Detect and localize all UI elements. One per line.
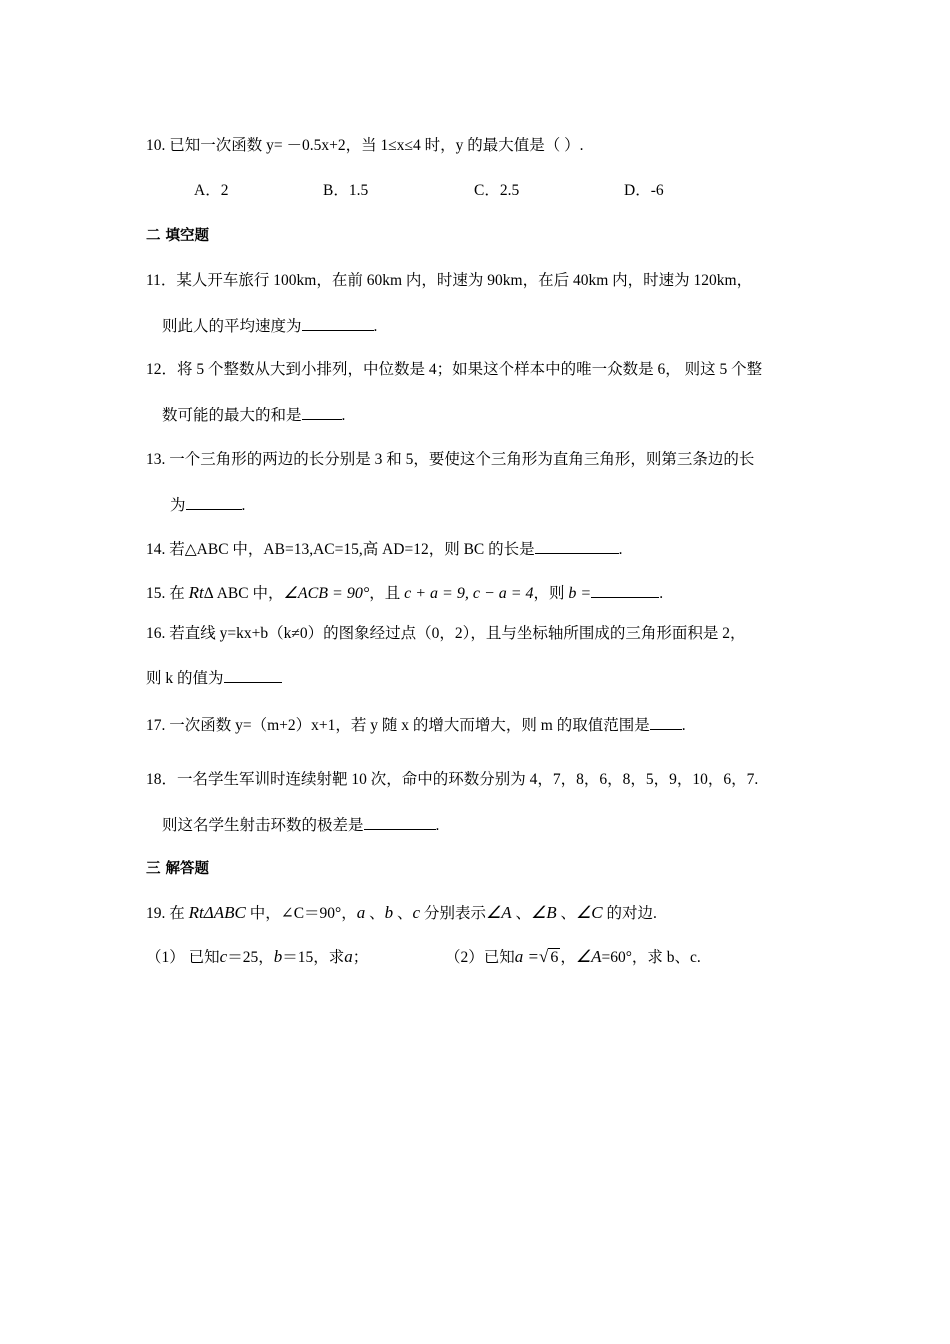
q10-option-c: C．2.5 (474, 182, 520, 199)
q19-sep1: 、 (365, 905, 385, 922)
q19-a: a (356, 903, 366, 922)
q19-p2-a: a = (514, 947, 539, 966)
q15-delta: Δ ABC 中， (203, 585, 284, 602)
q10-option-d: D．-6 (624, 182, 664, 199)
question-18-line1: 18．一名学生军训时连续射靶 10 次，命中的环数分别为 4，7，8，6，8，5，9，10，6，7. (146, 771, 759, 788)
q19-c: c (412, 903, 421, 922)
sqrt-radical-icon: √ (539, 947, 549, 966)
q19-p1-end: ； (352, 949, 369, 966)
q19-p2-angle: ∠A (575, 947, 602, 966)
q13-answer-blank[interactable] (186, 495, 242, 510)
q19-p1-a: a (344, 947, 353, 966)
q19-p2-sqrt (539, 947, 560, 968)
q15-pre: 15. 在 (146, 585, 189, 602)
question-14 (146, 539, 623, 560)
q19-sep3: 、 (511, 905, 531, 922)
q19-p1-b: b (273, 947, 283, 966)
q19-p1-mid: ＝25， (227, 949, 274, 966)
q14-answer-blank[interactable] (535, 539, 619, 554)
q13-end: . (241, 497, 246, 514)
q17-end: . (681, 717, 686, 734)
question-13-line1: 13. 一个三角形的两边的长分别是 3 和 5，要使这个三角形为直角三角形，则第三条边的长 (146, 451, 755, 468)
q19-angle-a: ∠A (485, 903, 512, 922)
q15-then: ，则 (533, 585, 569, 602)
q19-mid2: 分别表示 (420, 905, 486, 922)
q12-end: . (341, 407, 346, 424)
q11-end: . (373, 318, 378, 335)
section-solve-title: 三 解答题 (146, 861, 210, 877)
question-17 (146, 715, 686, 736)
question-11-line1: 11．某人开车旅行 100km，在前 60km 内，时速为 90km，在后 40km 内，时速为 120km， (146, 272, 753, 289)
question-16-line1: 16. 若直线 y=kx+b（k≠0）的图象经过点（0，2），且与坐标轴所围成的三角形面积是 2， (146, 625, 746, 642)
q10-option-a: A．2 (194, 182, 229, 199)
question-10: 10. 已知一次函数 y= －0.5x+2，当 1≤x≤4 时，y 的最大值是（ ）. (146, 137, 584, 154)
question-18-line2 (162, 815, 439, 836)
q14-end: . (618, 541, 623, 558)
q15-end: . (659, 585, 664, 602)
q19-angle-b: ∠B (530, 903, 557, 922)
q19-p2-pre: （2）已知 (445, 949, 515, 966)
q19-sep4: 、 (556, 905, 576, 922)
q15-mid: ，且 (369, 585, 405, 602)
q15-rt: Rt (188, 583, 204, 602)
q19-mid1: 中，∠C＝90°， (245, 905, 357, 922)
q19-angle-c: ∠C (576, 903, 603, 922)
q19-p1-mid2: ＝15，求 (282, 949, 345, 966)
q19-pre: 19. 在 (146, 905, 189, 922)
q19-sep2: 、 (393, 905, 413, 922)
q18-end: . (435, 817, 440, 834)
q19-p2-end: =60°，求 b、c. (601, 949, 701, 966)
q11-text: 则此人的平均速度为 (162, 318, 302, 335)
q19-p2-mid: ， (560, 949, 576, 966)
q14-text: 14. 若△ABC 中，AB=13,AC=15,高 AD=12，则 BC 的长是 (146, 541, 535, 558)
question-13-line2 (170, 495, 245, 516)
q19-end: 的对边. (602, 905, 657, 922)
q12-answer-blank[interactable] (302, 405, 342, 420)
q17-answer-blank[interactable] (650, 715, 682, 730)
section-fill-blank-title: 二 填空题 (146, 228, 210, 244)
q16-text: 则 k 的值为 (146, 670, 224, 687)
q15-equation: c + a = 9, c − a = 4 (404, 585, 534, 602)
question-19 (146, 903, 657, 924)
question-12-line1: 12．将 5 个整数从大到小排列，中位数是 4；如果这个样本中的唯一众数是 6， 则这 5 个整 (146, 361, 763, 378)
q19-p2-sqrt-value: 6 (550, 949, 559, 966)
question-12-line2 (162, 405, 345, 426)
question-19-part2 (445, 947, 701, 968)
q19-p1-pre: （1） 已知 (146, 949, 220, 966)
q11-answer-blank[interactable] (302, 316, 374, 331)
q19-b: b (384, 903, 394, 922)
q17-text: 17. 一次函数 y=（m+2）x+1，若 y 随 x 的增大而增大，则 m 的取值范围是 (146, 717, 650, 734)
q13-text: 为 (170, 497, 186, 514)
question-19-part1 (146, 947, 368, 968)
q18-text: 则这名学生射击环数的极差是 (162, 817, 364, 834)
q19-triangle: RtΔABC (188, 903, 246, 922)
question-16-line2 (146, 668, 282, 689)
q15-angle: ∠ACB = 90° (283, 585, 370, 602)
q12-text: 数可能的最大的和是 (162, 407, 302, 424)
question-15 (146, 583, 663, 604)
q15-b: b = (568, 585, 592, 602)
q16-answer-blank[interactable] (224, 668, 282, 683)
q15-answer-blank[interactable] (591, 583, 659, 598)
question-11-line2 (162, 316, 377, 337)
q18-answer-blank[interactable] (364, 815, 436, 830)
q19-p1-c: c (219, 947, 228, 966)
q10-option-b: B．1.5 (323, 182, 369, 199)
